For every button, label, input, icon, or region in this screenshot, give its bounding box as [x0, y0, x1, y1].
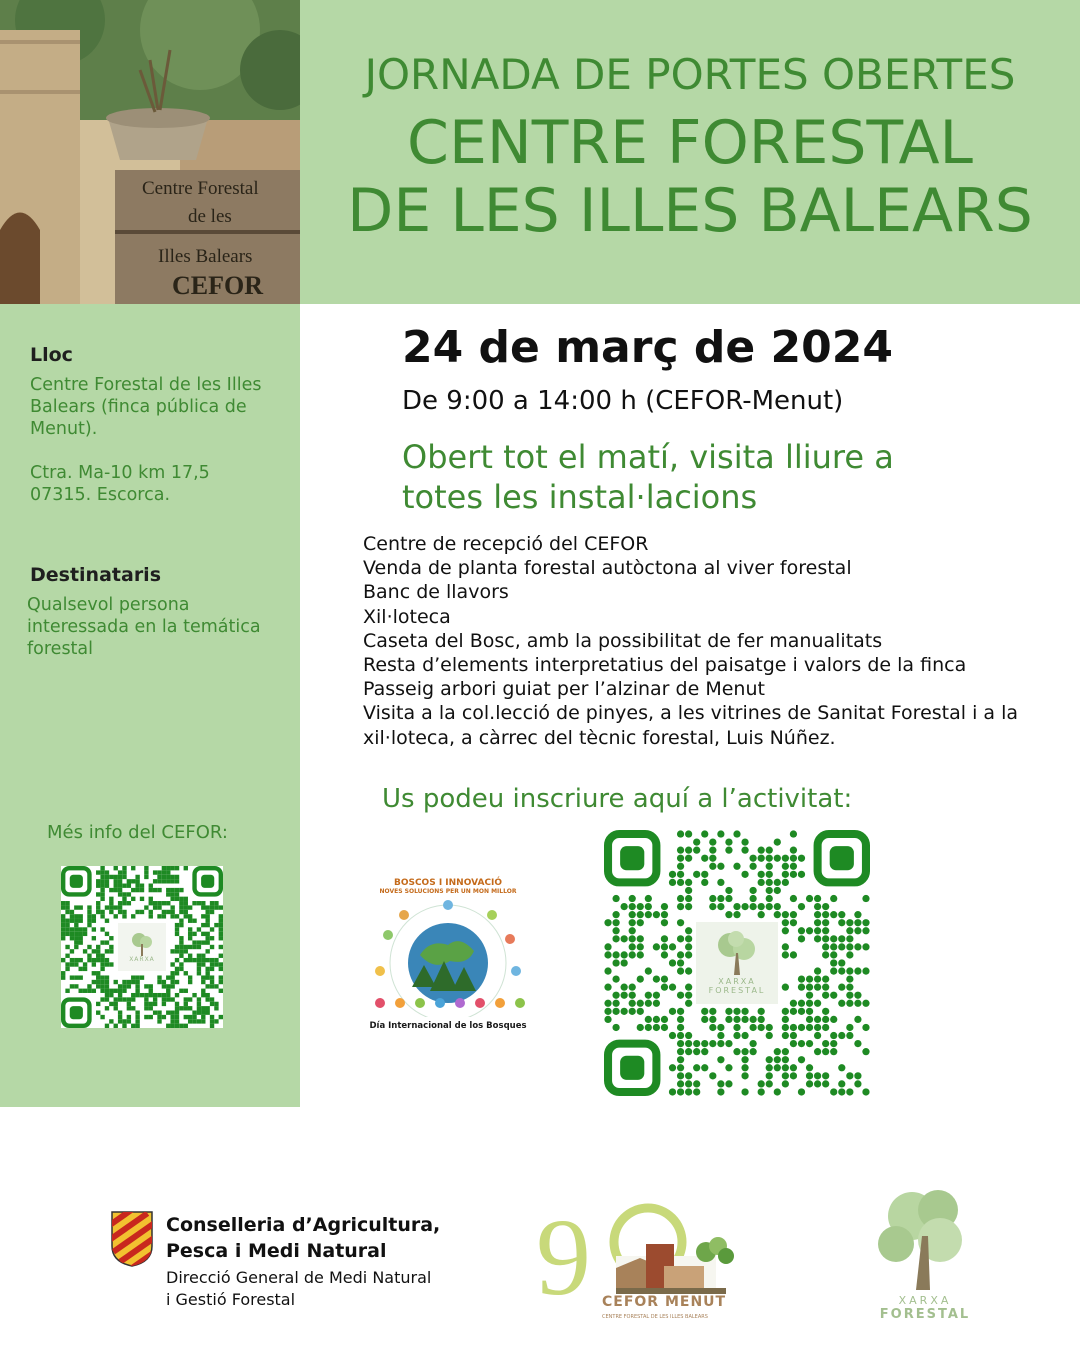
tree-icon	[714, 931, 760, 975]
open-note: Obert tot el matí, visita lliure a	[402, 438, 894, 476]
photo-illustration	[0, 0, 300, 304]
tree-icon	[860, 1186, 990, 1290]
header-photo	[0, 0, 300, 304]
svg-text:9: 9	[536, 1196, 591, 1308]
activity-item: Resta d’elements interpretatius del paisatge i valors de la finca	[363, 654, 967, 677]
open-note-line2: totes les instal·lacions	[402, 478, 758, 516]
more-info-label: Més info del CEFOR:	[47, 822, 228, 843]
activity-item: Venda de planta forestal autòctona al viver forestal	[363, 557, 852, 580]
xarxa-logo-line1: XARXA	[898, 1294, 952, 1307]
activity-item: Visita a la col.lecció de pinyes, a les vitrines de Sanitat Forestal i a la xil·loteca, a càrrec del tècnic forestal, Luis Núñez.	[363, 702, 1018, 749]
event-kind: JORNADA DE PORTES OBERTES	[364, 50, 1016, 99]
registration-qr-code[interactable]	[604, 830, 870, 1096]
activity-item: Xil·loteca	[363, 605, 451, 628]
xarxa-forestal-logo	[860, 1186, 990, 1336]
photo-sign-line: Illes Balears	[158, 246, 253, 267]
event-hours: De 9:00 a 14:00 h (CEFOR-Menut)	[402, 386, 844, 416]
poster-subtitle: NOVES SOLUCIONS PER UN MON MILLOR	[379, 888, 517, 895]
poster-caption: Día Internacional de los Bosques	[369, 1021, 527, 1031]
ministry-name: Conselleria d’Agricultura,	[166, 1214, 441, 1236]
cefor-info-qr-code[interactable]	[61, 866, 223, 1028]
page-title-line2: DE LES ILLES BALEARS	[347, 176, 1033, 246]
photo-sign-line: Centre Forestal	[142, 178, 259, 199]
place-heading: Lloc	[30, 344, 73, 366]
cefor-logo-subtitle: CENTRE FORESTAL DE LES ILLES BALEARS	[602, 1314, 708, 1320]
cefor-logo-text: CEFOR MENUT	[602, 1294, 727, 1310]
directorate-name-line2: i Gestió Forestal	[166, 1290, 296, 1309]
activity-item: Passeig arbori guiat per l’alzinar de Menut	[363, 678, 765, 701]
directorate-name: Direcció General de Medi Natural	[166, 1268, 432, 1287]
qr-center-logo	[118, 923, 166, 971]
forest-day-poster	[364, 878, 532, 1048]
poster-title: BOSCOS I INNOVACIÓ	[393, 878, 503, 888]
photo-sign-line: CEFOR	[172, 271, 263, 300]
xarxa-logo-line2: FORESTAL	[879, 1307, 971, 1322]
activity-item: Centre de recepció del CEFOR	[363, 533, 649, 555]
activity-item: Banc de llavors	[363, 581, 509, 604]
qr-logo-text: XARXA FORESTAL	[708, 977, 766, 995]
qr-center-logo	[696, 922, 778, 1004]
activity-list	[363, 532, 1068, 750]
photo-sign-line: de les	[188, 206, 232, 227]
audience-heading: Destinataris	[30, 564, 162, 586]
tree-icon	[129, 932, 155, 956]
register-prompt: Us podeu inscriure aquí a l’activitat:	[382, 784, 853, 814]
qr-logo-text: XARXA	[129, 955, 155, 963]
globe-illustration	[364, 895, 532, 1017]
ministry-name-line2: Pesca i Medi Natural	[166, 1240, 387, 1262]
event-date: 24 de març de 2024	[402, 322, 893, 373]
address-line: 07315. Escorca.	[30, 485, 171, 505]
place-text: Centre Forestal de les Illes Balears (finca pública de Menut).	[30, 375, 262, 439]
balearic-coat-of-arms-icon	[110, 1210, 154, 1268]
activity-item: Caseta del Bosc, amb la possibilitat de fer manualitats	[363, 629, 883, 652]
page-title: CENTRE FORESTAL	[407, 108, 973, 178]
cefor-90-anniversary-logo	[530, 1196, 750, 1336]
address-line: Ctra. Ma-10 km 17,5	[30, 463, 210, 483]
audience-text: Qualsevol persona interessada en la temática forestal	[27, 595, 261, 659]
